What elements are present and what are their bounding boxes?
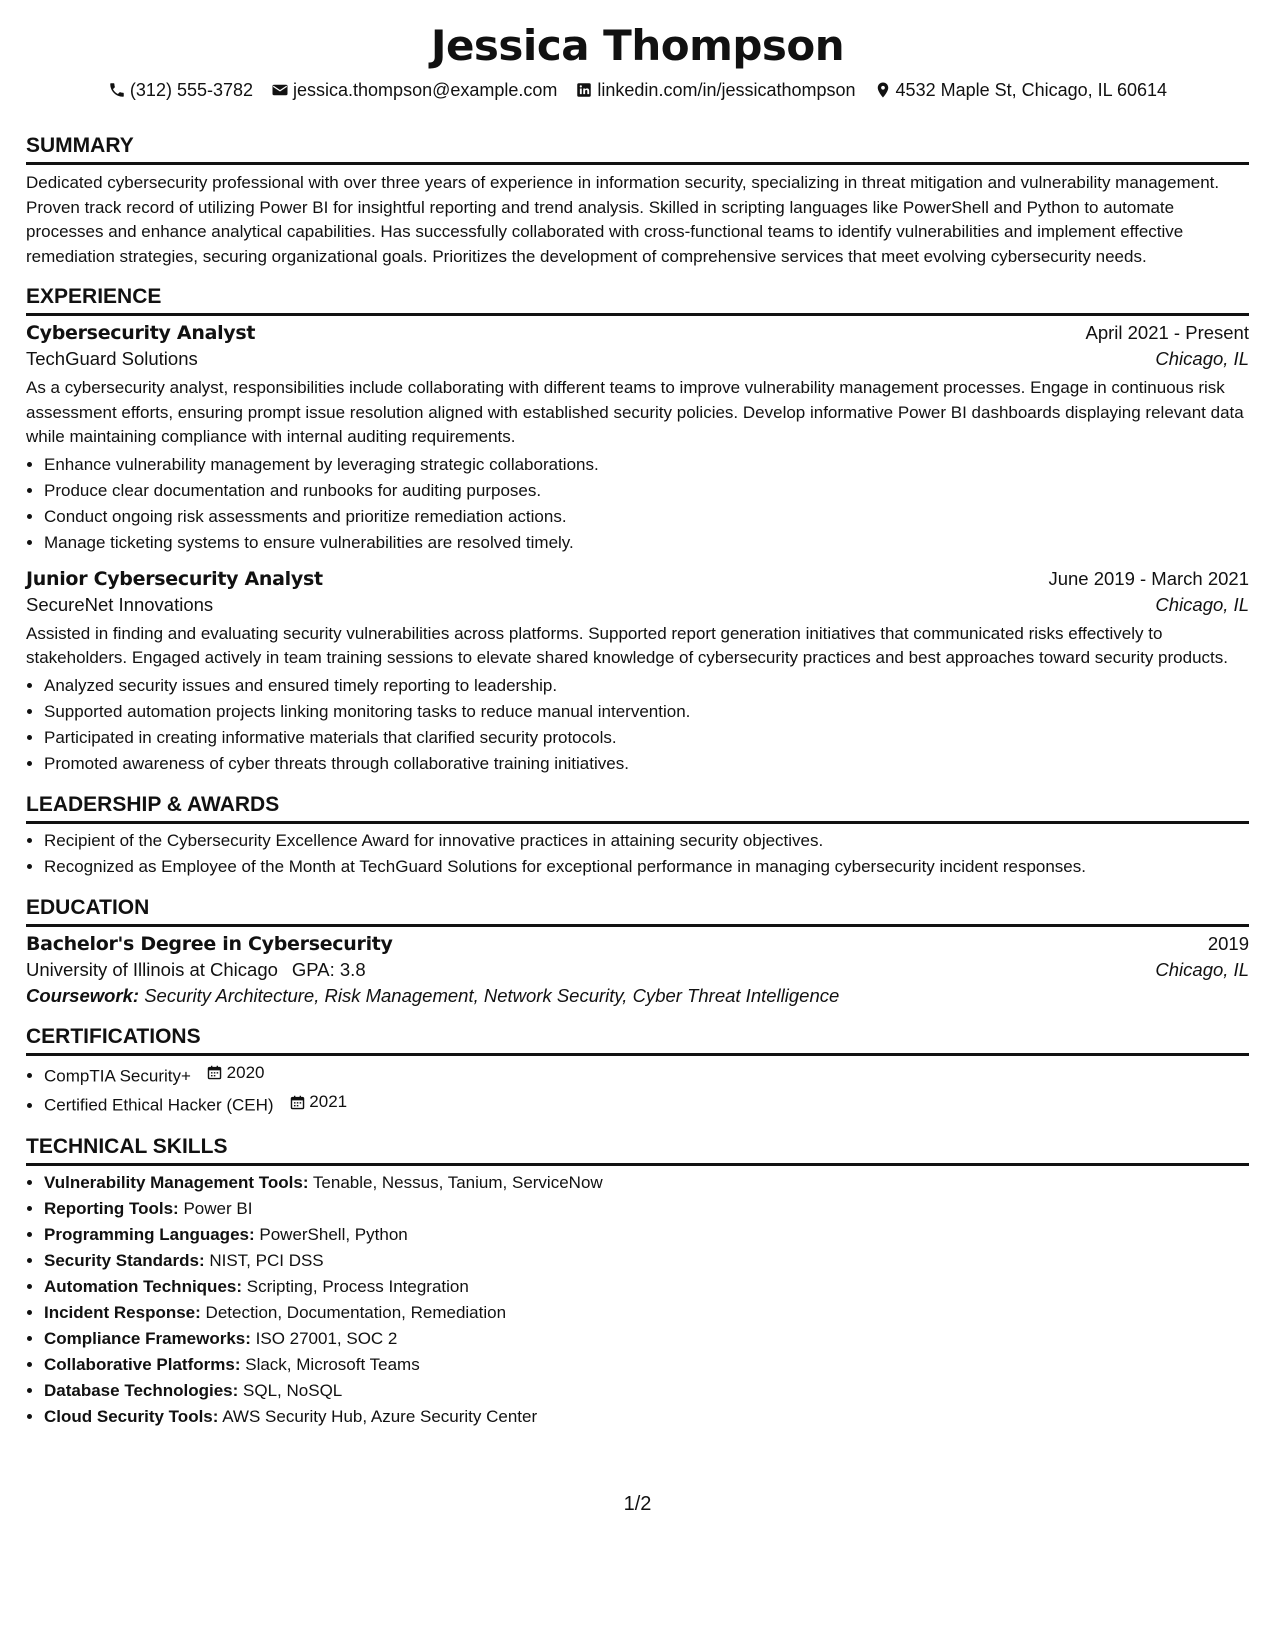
job-entry bbox=[26, 568, 1249, 777]
job-title: Cybersecurity Analyst bbox=[26, 322, 256, 344]
job-description: As a cybersecurity analyst, responsibilities include collaborating with different teams to improve vulnerability management processes. Engage in continuous risk assessment efforts, ensuring prompt issue resolution aligned with established security policies. Develop informative Power BI dashboards displaying relevant data while maintaining compliance with internal auditing requirements. bbox=[26, 378, 1244, 446]
skill-label: Collaborative Platforms: bbox=[44, 1354, 241, 1374]
skills-list bbox=[26, 1170, 1249, 1430]
company-name: TechGuard Solutions bbox=[26, 348, 198, 369]
list-item: • Recipient of the Cybersecurity Excellence Award for innovative practices in attaining security objectives. bbox=[44, 828, 1249, 854]
skill-value: ISO 27001, SOC 2 bbox=[255, 1328, 398, 1348]
address-text: 4532 Maple St, Chicago, IL 60614 bbox=[895, 80, 1168, 100]
list-item: • Analyzed security issues and ensured timely reporting to leadership. bbox=[44, 673, 1249, 699]
contact-address bbox=[874, 78, 1168, 102]
skill-label: Automation Techniques: bbox=[44, 1276, 243, 1296]
skill-value: Slack, Microsoft Teams bbox=[245, 1354, 420, 1374]
job-location: Chicago, IL bbox=[1155, 348, 1249, 369]
cert-name: CompTIA Security+ bbox=[44, 1066, 191, 1085]
list-item: • Produce clear documentation and runbooks for auditing purposes. bbox=[44, 478, 1249, 504]
section-title: EDUCATION bbox=[26, 894, 1249, 927]
skill-label: Reporting Tools: bbox=[44, 1198, 179, 1218]
map-pin-icon bbox=[874, 81, 892, 99]
contact-linkedin[interactable] bbox=[575, 78, 855, 102]
job-description: Assisted in finding and evaluating security vulnerabilities across platforms. Supported report generation initiatives that communicated risks effectively to stakeholders. Engaged actively in team training sessions to elevate shared knowledge of cybersecurity practices and best approaches toward security products. bbox=[26, 623, 1228, 667]
list-item bbox=[44, 1060, 1249, 1090]
list-item: • Manage ticketing systems to ensure vulnerabilities are resolved timely. bbox=[44, 530, 1249, 556]
contact-bar bbox=[26, 78, 1249, 102]
certifications-list bbox=[26, 1060, 1249, 1119]
contact-phone[interactable] bbox=[108, 78, 253, 102]
list-item: • Promoted awareness of cyber threats through collaborative training initiatives. bbox=[44, 751, 1249, 777]
skill-label: Cloud Security Tools: bbox=[44, 1406, 219, 1426]
graduation-year: 2019 bbox=[1207, 932, 1249, 954]
education-section bbox=[26, 894, 1249, 1007]
list-item: • Supported automation projects linking monitoring tasks to reduce manual intervention. bbox=[44, 699, 1249, 725]
skill-label: Database Technologies: bbox=[44, 1380, 239, 1400]
skill-label: Incident Response: bbox=[44, 1302, 201, 1322]
list-item: • Participated in creating informative materials that clarified security protocols. bbox=[44, 725, 1249, 751]
skill-value: AWS Security Hub, Azure Security Center bbox=[222, 1406, 538, 1426]
job-entry bbox=[26, 322, 1249, 556]
coursework bbox=[26, 985, 1249, 1007]
list-item bbox=[44, 1378, 1249, 1404]
skill-value: Power BI bbox=[183, 1198, 253, 1218]
school-location: Chicago, IL bbox=[1155, 958, 1249, 980]
phone-text: (312) 555-3782 bbox=[129, 80, 254, 100]
linkedin-icon bbox=[575, 81, 593, 99]
calendar-icon bbox=[288, 1093, 306, 1111]
coursework-label: Coursework: bbox=[26, 984, 140, 1006]
skill-label: Vulnerability Management Tools: bbox=[44, 1172, 309, 1192]
list-item bbox=[44, 1404, 1249, 1430]
list-item bbox=[44, 1274, 1249, 1300]
section-title: LEADERSHIP & AWARDS bbox=[26, 791, 1249, 824]
resume-page bbox=[26, 18, 1249, 1430]
company-name: SecureNet Innovations bbox=[26, 593, 214, 615]
skill-value: NIST, PCI DSS bbox=[209, 1250, 324, 1270]
skills-section bbox=[26, 1133, 1249, 1430]
skill-label: Security Standards: bbox=[44, 1250, 205, 1270]
skill-value: Tenable, Nessus, Tanium, ServiceNow bbox=[312, 1172, 603, 1192]
gpa: GPA: 3.8 bbox=[291, 958, 366, 980]
skill-value: PowerShell, Python bbox=[259, 1224, 408, 1244]
job-location: Chicago, IL bbox=[1155, 593, 1249, 615]
list-item bbox=[44, 1196, 1249, 1222]
linkedin-text: linkedin.com/in/jessicathompson bbox=[597, 80, 856, 100]
certifications-section bbox=[26, 1023, 1249, 1119]
cert-year: 2020 bbox=[226, 1062, 265, 1082]
coursework-text: Security Architecture, Risk Management, Network Security, Cyber Threat Intelligence bbox=[144, 984, 840, 1006]
list-item bbox=[44, 1352, 1249, 1378]
awards-list bbox=[26, 828, 1249, 880]
list-item: • Recognized as Employee of the Month at TechGuard Solutions for exceptional performance in managing cybersecurity incident responses. bbox=[44, 854, 1249, 880]
job-dates: June 2019 - March 2021 bbox=[1048, 567, 1249, 589]
job-bullets bbox=[26, 673, 1249, 777]
section-title: SUMMARY bbox=[26, 132, 1249, 165]
skill-value: Scripting, Process Integration bbox=[246, 1276, 469, 1296]
list-item bbox=[44, 1170, 1249, 1196]
job-title: Junior Cybersecurity Analyst bbox=[26, 567, 323, 590]
degree-name: Bachelor's Degree in Cybersecurity bbox=[26, 932, 393, 955]
envelope-icon bbox=[271, 81, 289, 99]
skill-label: Programming Languages: bbox=[44, 1224, 255, 1244]
job-bullets bbox=[26, 452, 1249, 556]
cert-year: 2021 bbox=[309, 1092, 348, 1111]
awards-section bbox=[26, 791, 1249, 880]
list-item: • Enhance vulnerability management by leveraging strategic collaborations. bbox=[44, 452, 1249, 478]
section-title: EXPERIENCE bbox=[26, 283, 1249, 316]
list-item bbox=[44, 1089, 1249, 1119]
list-item bbox=[44, 1222, 1249, 1248]
section-title: TECHNICAL SKILLS bbox=[26, 1133, 1249, 1166]
list-item: • Conduct ongoing risk assessments and prioritize remediation actions. bbox=[44, 504, 1249, 530]
experience-section bbox=[26, 283, 1249, 777]
skill-value: SQL, NoSQL bbox=[243, 1380, 343, 1400]
list-item bbox=[44, 1300, 1249, 1326]
cert-name: Certified Ethical Hacker (CEH) bbox=[44, 1095, 274, 1115]
phone-icon bbox=[108, 81, 126, 99]
school-name: University of Illinois at Chicago bbox=[26, 958, 278, 980]
page-number: 1/2 bbox=[623, 1493, 652, 1515]
job-dates: April 2021 - Present bbox=[1085, 322, 1249, 343]
summary-section bbox=[26, 132, 1249, 269]
skill-label: Compliance Frameworks: bbox=[44, 1328, 251, 1348]
skill-value: Detection, Documentation, Remediation bbox=[205, 1302, 507, 1322]
email-text: jessica.thompson@example.com bbox=[293, 80, 558, 100]
section-title: CERTIFICATIONS bbox=[26, 1023, 1249, 1056]
list-item bbox=[44, 1326, 1249, 1352]
summary-text: Dedicated cybersecurity professional with over three years of experience in information security, specializing in threat mitigation and vulnerability management. Proven track record of utilizing Power BI for insightful reporting and trend analysis. Skilled in scripting languages like PowerShell and Python to automate processes and enhance analytical capabilities. Has successfully collaborated with cross-functional teams to identify vulnerabilities and implement effective remediation strategies, securing organizational goals. Prioritizes the development of comprehensive services that meet evolving cybersecurity needs. bbox=[26, 173, 1220, 266]
candidate-name: Jessica Thompson bbox=[430, 21, 845, 70]
list-item bbox=[44, 1248, 1249, 1274]
contact-email[interactable] bbox=[271, 78, 557, 102]
calendar-icon bbox=[206, 1064, 224, 1082]
